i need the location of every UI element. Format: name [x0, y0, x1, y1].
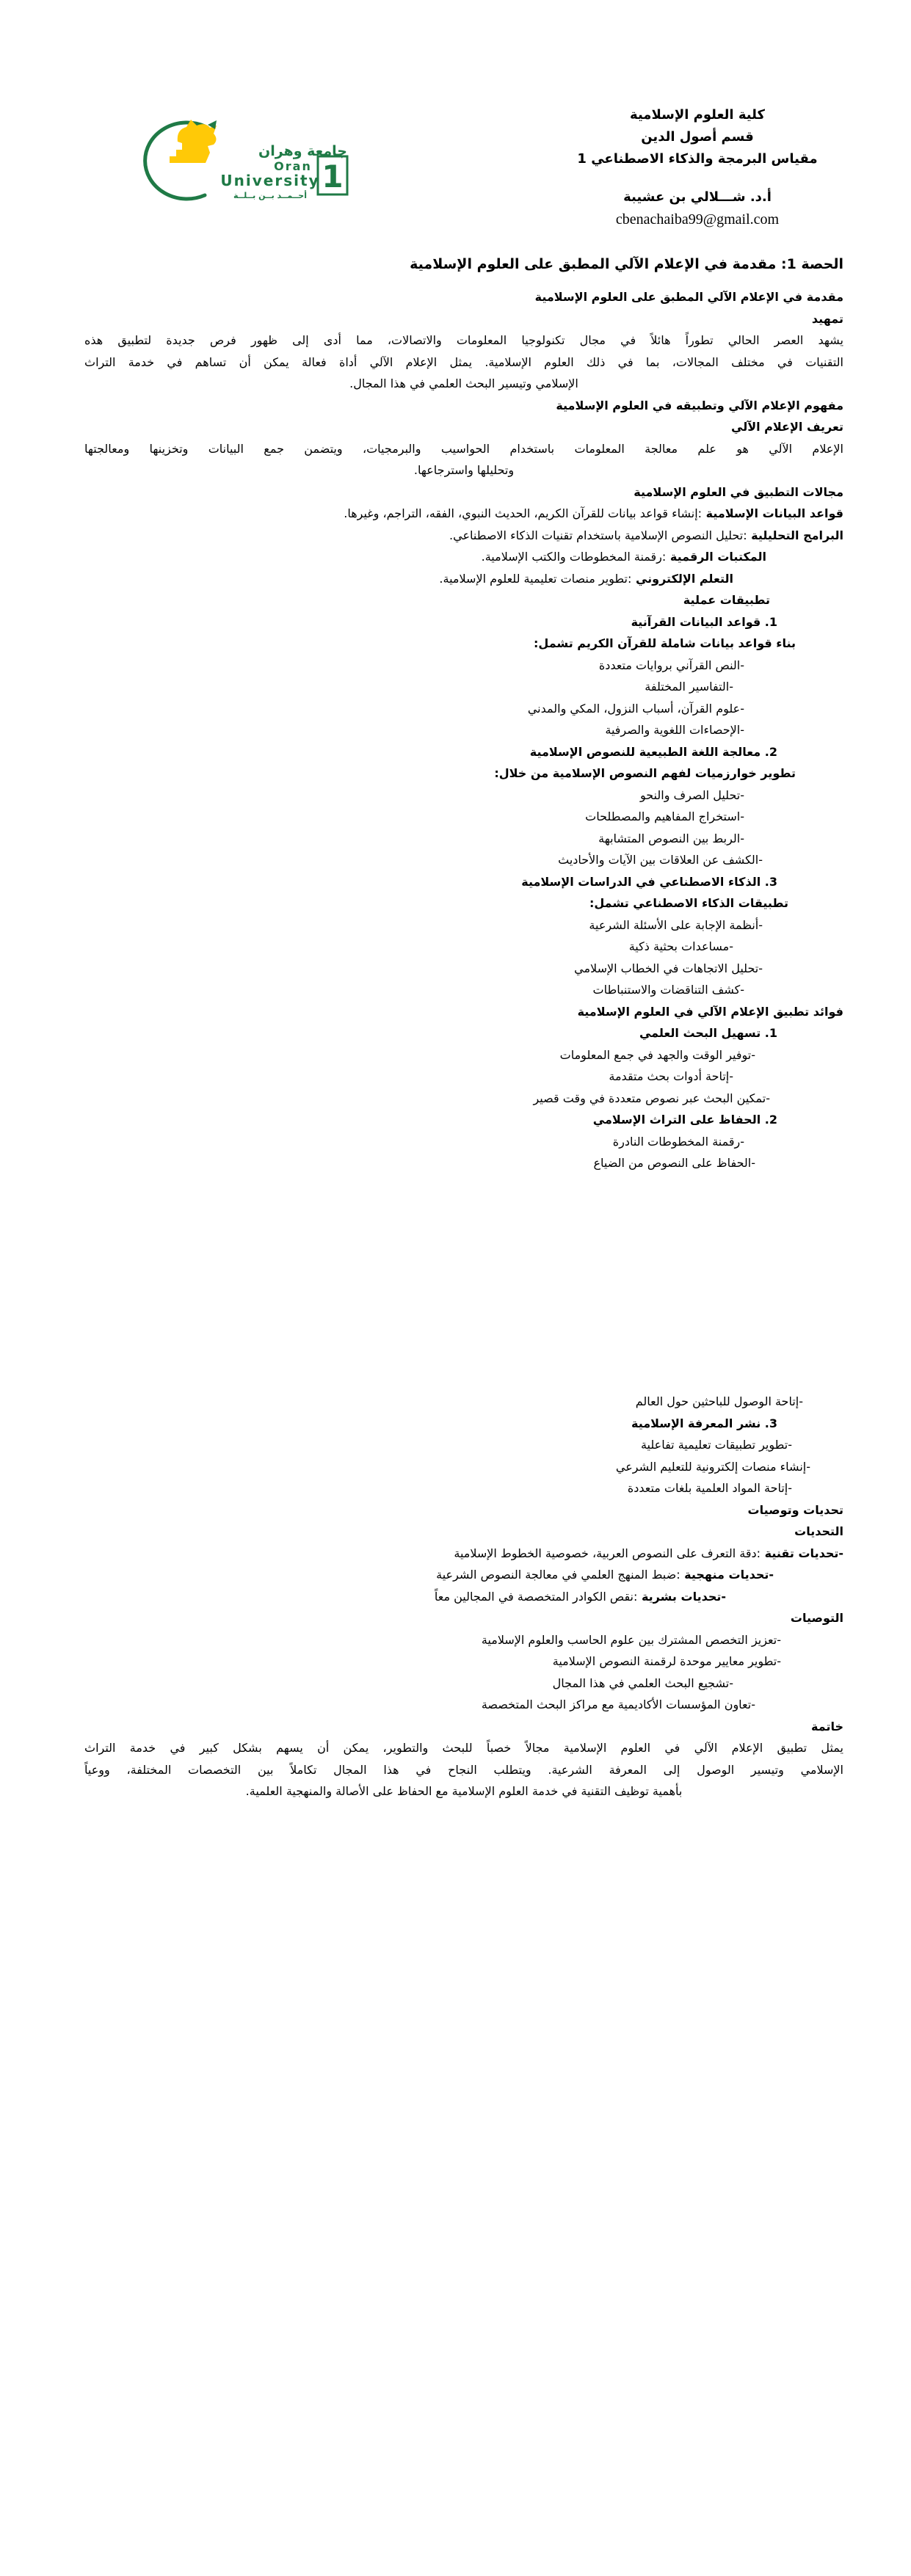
line-label: التعلم الإلكتروني [631, 571, 733, 586]
line-text: وتحليلها واسترجاعها. [413, 463, 515, 477]
line-text: -تعزيز التخصص المشترك بين علوم الحاسب والعلوم الإسلامية [481, 1632, 781, 1647]
line-text: -الإحصاءات اللغوية والصرفية [605, 723, 744, 737]
line-text: -استخراج المفاهيم والمصطلحات [585, 809, 744, 823]
line-text: -تشجيع البحث العلمي في هذا المجال [552, 1676, 733, 1690]
section-heading [84, 892, 843, 914]
doc-line [84, 1759, 843, 1781]
line-text: -إنشاء منصات إلكترونية للتعليم الشرعي [615, 1459, 810, 1474]
professor-name: أ.د. شـــلالي بن عشيبة [623, 189, 772, 205]
section-heading [84, 1521, 843, 1543]
line-text: الإسلامي وتيسير الوصول إلى المعرفة الشرعية. ويتطلب النجاح في هذا المجال تكاملاً بين التخصصات المختلفة، ووعياً [84, 1762, 843, 1777]
line-text: الإعلام الآلي هو علم معالجة المعلومات باستخدام الحواسيب والبرمجيات، ويتضمن جمع البيانات وتخزينها ومعالجتها [84, 441, 843, 456]
list-item [84, 676, 843, 698]
doc-line [84, 1737, 843, 1759]
section-heading [84, 589, 843, 611]
list-item [84, 1477, 843, 1499]
line-text: تطبيقات الذكاء الاصطناعي تشمل: [589, 896, 788, 910]
line-label: المكتبات الرقمية [666, 550, 766, 564]
line-text: 1. تسهيل البحث العلمي [639, 1026, 777, 1040]
line-text: 2. الحفاظ على التراث الإسلامي [592, 1113, 777, 1127]
list-item [84, 1152, 843, 1174]
list-item [84, 958, 843, 980]
list-item [84, 1673, 843, 1695]
doc-line [84, 438, 843, 460]
line-text: الإسلامي وتيسير البحث العلمي في هذا المجال. [349, 376, 578, 390]
line-label: قواعد البيانات الإسلامية [702, 506, 843, 520]
section-heading [84, 633, 843, 655]
labeled-line [84, 503, 843, 525]
line-text: -تمكين البحث عبر نصوص متعددة في وقت قصير [533, 1091, 770, 1105]
line-text: 3. الذكاء الاصطناعي في الدراسات الإسلامية [521, 874, 777, 889]
line-text: :نقص الكوادر المتخصصة في المجالين معاً [434, 1589, 638, 1604]
section-heading [84, 1001, 843, 1023]
lesson-title: الحصة 1: مقدمة في الإعلام الآلي المطبق على العلوم الإسلامية [410, 256, 843, 272]
line-text: -التفاسير المختلفة [645, 680, 733, 694]
line-text: التوصيات [790, 1611, 843, 1625]
document-body-page2 [84, 1391, 843, 1802]
line-label: البرامج التحليلية [747, 528, 843, 542]
list-item [84, 806, 843, 828]
line-text: تطبيقات عملية [683, 593, 770, 607]
section-heading [84, 1499, 843, 1521]
doc-line [84, 352, 843, 374]
line-text: -تطوير تطبيقات تعليمية تفاعلية [640, 1438, 792, 1452]
line-text: -إتاحة المواد العلمية بلغات متعددة [627, 1481, 792, 1495]
line-text: -الربط بين النصوص المتشابهة [598, 831, 744, 845]
list-item [84, 1694, 843, 1716]
line-text: مفهوم الإعلام الآلي وتطبيقه في العلوم الإسلامية [556, 398, 843, 412]
section-heading [84, 395, 843, 417]
line-text: :تطوير منصات تعليمية للعلوم الإسلامية. [439, 571, 632, 586]
labeled-line [84, 1543, 843, 1565]
list-item [84, 914, 843, 936]
line-text: 2. معالجة اللغة الطبيعية للنصوص الإسلامية [529, 744, 777, 759]
line-text: بأهمية توظيف التقنية في خدمة العلوم الإسلامية مع الحفاظ على الأصالة والمنهجية العلمية. [245, 1784, 683, 1798]
line-text: -الكشف عن العلاقات بين الآيات والأحاديث [558, 853, 763, 867]
section-heading [84, 286, 843, 308]
logo-arabic-name: جامعة وهران [258, 143, 347, 159]
line-text: :إنشاء قواعد بيانات للقرآن الكريم، الحديث النبوي، الفقه، التراجم، وغيرها. [344, 506, 703, 520]
list-item [84, 785, 843, 807]
line-text: فوائد تطبيق الإعلام الآلي في العلوم الإسلامية [577, 1004, 843, 1019]
section-heading [84, 481, 843, 503]
line-text: -تعاون المؤسسات الأكاديمية مع مراكز البحث المتخصصة [481, 1698, 755, 1711]
line-text: مقدمة في الإعلام الآلي المطبق على العلوم الإسلامية [534, 290, 843, 304]
line-text: -مساعدات بحثية ذكية [628, 939, 733, 953]
line-text: -تطوير معايير موحدة لرقمنة النصوص الإسلامية [552, 1654, 781, 1668]
section-heading [84, 416, 843, 438]
university-logo [134, 114, 355, 203]
list-item [84, 828, 843, 850]
labeled-line [84, 1586, 843, 1608]
section-heading [84, 1607, 843, 1629]
list-item [84, 1456, 843, 1478]
line-text: 3. نشر المعرفة الإسلامية [631, 1416, 777, 1430]
line-text: -إتاحة أدوات بحث متقدمة [609, 1069, 733, 1083]
section-heading [84, 1413, 843, 1435]
list-item [84, 1066, 843, 1088]
list-item [84, 1131, 843, 1153]
list-item [84, 1044, 843, 1066]
list-item [84, 849, 843, 871]
list-item [84, 936, 843, 958]
line-text: :ضبط المنهج العلمي في معالجة النصوص الشرعية [436, 1568, 680, 1582]
document-header [543, 104, 852, 230]
section-heading [84, 1716, 843, 1738]
line-label: -تحديات منهجية [680, 1568, 774, 1582]
list-item [84, 719, 843, 741]
line-label: -تحديات بشرية [637, 1589, 726, 1604]
line-text: -كشف التناقضات والاستنباطات [592, 983, 744, 997]
list-item [84, 1391, 843, 1413]
list-item [84, 1651, 843, 1673]
line-text: -توفير الوقت والجهد في جمع المعلومات [559, 1047, 755, 1062]
labeled-line [84, 525, 843, 547]
logo-number: 1 [322, 159, 344, 194]
section-heading [84, 871, 843, 893]
section-heading [84, 763, 843, 785]
section-heading [84, 308, 843, 330]
list-item [84, 1434, 843, 1456]
professor-email: cbenachaiba99@gmail.com [615, 211, 780, 228]
line-text: خاتمة [811, 1719, 843, 1733]
list-item [84, 979, 843, 1001]
section-heading [84, 1022, 843, 1044]
line-text: بناء قواعد بيانات شاملة للقرآن الكريم تشمل: [534, 636, 796, 650]
line-text: التحديات [794, 1524, 843, 1538]
line-text: تحديات وتوصيات [747, 1502, 843, 1517]
line-text: يمثل تطبيق الإعلام الآلي في العلوم الإسلامية مجالاً خصباً للبحث والتطوير، يمكن أن يسهم بشكل كبير في خدمة التراث [84, 1741, 843, 1755]
line-text: -أنظمة الإجابة على الأسئلة الشرعية [589, 917, 763, 932]
section-heading [84, 741, 843, 763]
logo-lion [170, 120, 217, 163]
list-item [84, 655, 843, 677]
line-text: -علوم القرآن، أسباب النزول، المكي والمدني [527, 701, 744, 716]
labeled-line [84, 568, 843, 590]
section-heading [84, 611, 843, 633]
line-text: التقنيات في مختلف المجالات، بما في ذلك العلوم الإسلامية. يمثل الإعلام الآلي أداة فعالة يمكن أن تساهم في خدمة التراث [84, 354, 843, 369]
line-text: :تحليل النصوص الإسلامية باستخدام تقنيات الذكاء الاصطناعي. [449, 528, 747, 542]
line-text: :دقة التعرف على النصوص العربية، خصوصية الخطوط الإسلامية [454, 1546, 761, 1560]
line-text: -إتاحة الوصول للباحثين حول العالم [635, 1394, 803, 1408]
department-name: قسم أصول الدين [641, 129, 754, 145]
list-item [84, 1629, 843, 1651]
oran-university-logo-graphic [134, 114, 355, 203]
logo-arabic-subname: أحــمــد بــن بــلــة [233, 191, 308, 200]
doc-line [84, 373, 843, 395]
document-body-page1 [84, 286, 843, 1174]
line-text: -الحفاظ على النصوص من الضياع [593, 1156, 755, 1170]
line-text: :رقمنة المخطوطات والكتب الإسلامية. [481, 550, 667, 564]
line-text: تطوير خوارزميات لفهم النصوص الإسلامية من خلال: [494, 766, 796, 780]
line-text: -رقمنة المخطوطات النادرة [612, 1134, 744, 1149]
list-item [84, 698, 843, 720]
line-text: تمهيد [811, 311, 843, 326]
doc-line [84, 1780, 843, 1802]
line-text: -النص القرآني بروايات متعددة [598, 658, 744, 672]
list-item [84, 1088, 843, 1110]
labeled-line [84, 546, 843, 568]
labeled-line [84, 1564, 843, 1586]
line-text: -تحليل الاتجاهات في الخطاب الإسلامي [574, 961, 763, 975]
doc-line [84, 330, 843, 352]
header-spacer [543, 170, 852, 186]
line-text: يشهد العصر الحالي تطوراً هائلاً في مجال تكنولوجيا المعلومات والاتصالات، مما أدى إلى ظهور فرص جديدة لتطبيق هذه [84, 333, 843, 347]
line-text: تعريف الإعلام الآلي [731, 420, 843, 434]
logo-latin-oran: Oran [274, 159, 312, 173]
line-text: 1. قواعد البيانات القرآنية [631, 614, 777, 629]
course-name: مقياس البرمجة والذكاء الاصطناعي 1 [577, 151, 818, 167]
doc-line [84, 459, 843, 481]
line-label: -تحديات تقنية [761, 1546, 843, 1560]
line-text: مجالات التطبيق في العلوم الإسلامية [634, 484, 843, 499]
faculty-name: كلية العلوم الإسلامية [630, 107, 765, 123]
line-text: -تحليل الصرف والنحو [639, 787, 744, 802]
section-heading [84, 1109, 843, 1131]
logo-latin-university: University [220, 172, 320, 189]
